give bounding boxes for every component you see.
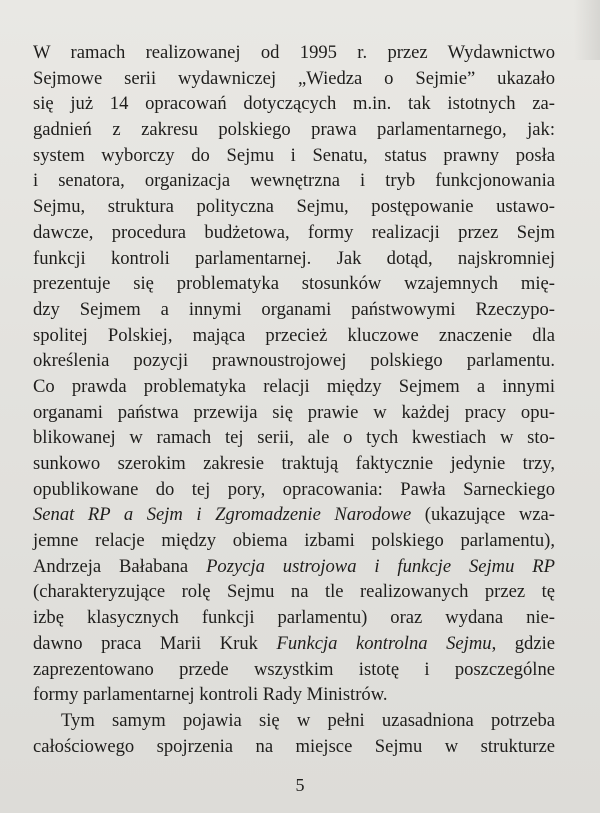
text-line: dzy Sejmem a innymi organami państwowymi Rzeczypo-: [33, 298, 555, 320]
text-line: opublikowane do tej pory, opracowania: Pawła Sarneckiego: [33, 478, 555, 500]
text-line: W ramach realizowanej od 1995 r. przez Wydawnictwo: [33, 42, 555, 63]
text-line: Sejmu, struktura polityczna Sejmu, postępowanie ustawo-: [33, 196, 555, 218]
page-number: 5: [295, 775, 305, 795]
text-line: jemne relacje między obiema izbami polskiego parlamentu),: [33, 530, 555, 552]
text-line: się już 14 opracowań dotyczących m.in. tak istotnych za-: [33, 93, 555, 115]
text-line: zaprezentowano przede wszystkim istotę i poszczególne: [33, 658, 555, 680]
text-line: sunkowo szerokim zakresie traktują faktycznie jedynie trzy,: [33, 453, 555, 474]
book-title-balaban: Pozycja ustrojowa i funkcje Sejmu RP: [206, 555, 555, 577]
text-line: spolitej Polskiej, mająca przecież kluczowe znaczenie dla: [33, 324, 555, 346]
text-span: (ukazujące wza-: [411, 504, 555, 526]
text-line: [33, 502, 555, 528]
text-line: określenia pozycji prawnoustrojowej polskiego parlamentu.: [33, 350, 555, 372]
text-line: Sejmowe serii wydawniczej „Wiedza o Sejmie” ukazało: [33, 67, 555, 89]
text-line: system wyborczy do Sejmu i Senatu, status prawny posła: [33, 144, 555, 166]
page-edge-shadow: [574, 0, 600, 60]
text-span: Andrzeja Bałabana: [33, 555, 207, 577]
text-line: [33, 554, 555, 580]
text-line: całościowego spojrzenia na miejsce Sejmu w strukturze: [33, 735, 555, 757]
book-title-kruk: Funkcja kontrolna Sejmu: [276, 632, 492, 654]
text-line: (charakteryzujące rolę Sejmu na tle realizowanych przez tę: [33, 581, 555, 603]
text-line: prezentuje się problematyka stosunków wzajemnych mię-: [33, 273, 555, 295]
body-text: [33, 40, 555, 759]
text-line: dawcze, procedura budżetowa, formy realizacji przez Sejm: [33, 221, 555, 243]
text-line: formy parlamentarnej kontroli Rady Ministrów.: [33, 684, 388, 706]
text-line: [33, 631, 555, 657]
text-line: funkcji kontroli parlamentarnej. Jak dotąd, najskromniej: [33, 247, 555, 269]
text-line: Co prawda problematyka relacji między Sejmem a innymi: [33, 375, 555, 397]
text-line: organami państwa przewija się prawie w każdej pracy opu-: [33, 401, 555, 423]
text-line: blikowanej w ramach tej serii, ale o tych kwestiach w sto-: [33, 427, 555, 449]
book-title-sarnecki: Senat RP a Sejm i Zgromadzenie Narodowe: [33, 504, 412, 526]
text-span: dawno praca Marii Kruk: [33, 632, 277, 654]
text-line: Tym samym pojawia się w pełni uzasadniona potrzeba: [61, 709, 555, 731]
text-line: gadnień z zakresu polskiego prawa parlamentarnego, jak:: [33, 119, 555, 141]
text-line: i senatora, organizacja wewnętrzna i tryb funkcjonowania: [33, 170, 555, 192]
text-span: , gdzie: [491, 632, 556, 654]
text-line: izbę klasycznych funkcji parlamentu) oraz wydana nie-: [33, 607, 555, 629]
